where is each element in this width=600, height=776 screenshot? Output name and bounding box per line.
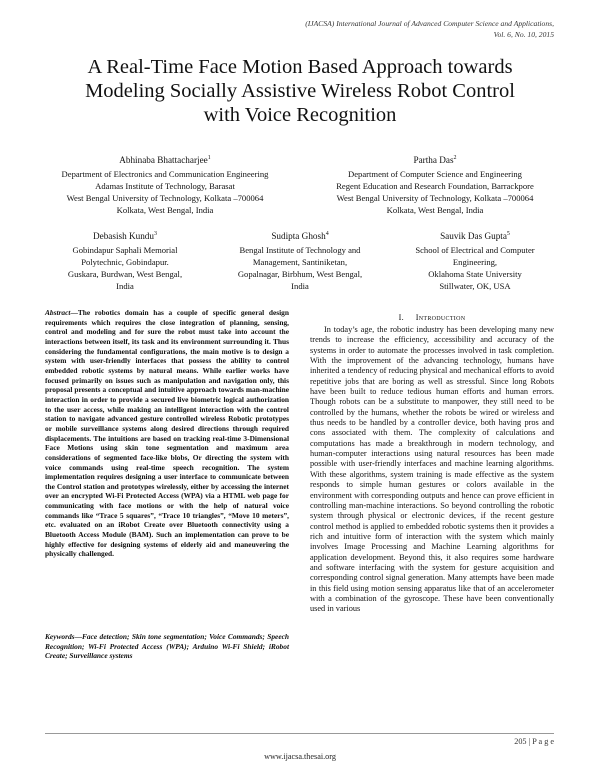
author-block-5	[395, 228, 555, 292]
footer-divider	[45, 733, 554, 734]
affiliation-line: West Bengal University of Technology, Kolkata –700064	[336, 193, 534, 204]
author-sup: 3	[154, 231, 157, 237]
journal-header	[305, 18, 554, 40]
author-sup: 1	[207, 155, 211, 161]
abstract-label: Abstract	[45, 308, 71, 317]
author-sup: 4	[325, 231, 329, 237]
affiliation-line: Adamas Institute of Technology, Barasat	[95, 181, 235, 192]
affiliation-line: Kolkata, West Bengal, India	[116, 205, 214, 216]
paper-title	[40, 55, 560, 127]
author-name: Debasish Kundu	[93, 231, 154, 242]
author-block-1	[40, 152, 290, 216]
section-number: I.	[398, 313, 404, 322]
affiliation-line: Bengal Institute of Technology and	[239, 245, 361, 256]
author-name: Abhinaba Bhattacharjee	[119, 155, 208, 166]
affiliation-line: Guskara, Burdwan, West Bengal,	[67, 269, 183, 280]
keywords-label: Keywords	[45, 632, 75, 641]
affiliation-line: Oklahoma State University	[428, 269, 522, 280]
affiliation-line: Gopalnagar, Birbhum, West Bengal,	[237, 269, 363, 280]
journal-website: www.ijacsa.thesai.org	[264, 752, 336, 761]
title-line-3: with Voice Recognition	[203, 104, 397, 126]
affiliation-line: Department of Computer Science and Engineering	[348, 169, 522, 180]
affiliation-line: Engineering,	[452, 257, 498, 268]
page-number: 205 | P a g e	[514, 737, 554, 746]
author-name: Sudipta Ghosh	[271, 231, 326, 242]
abstract-text: —The robotics domain has a couple of specific general design requirements which requires the close integration of planning, sensing, control and modeling and for sure the robot must take into account the interactions between itself, its task and its environment surrounding it. Thus considering the fundamental configurations, the main motive is to design a system with user-friendly interfaces that possess the ability to control embedded robotic systems by natural means. While earlier works have focused primarily on issues such as manipulation and navigation only, this proposal presents a conceptual and intuitive approach towards man-machine interaction in order to provide a secured live biometric logical authorization to the user access, while making an intelligent interaction with the control station to navigate advanced gesture controlled wireless Robotic prototypes or mobile surveillance systems along desired directions through required displacements. The intuitions are based on tracking real-time 3-Dimensional Face Motions using skin tone segmentation and maximum area considerations of segmented face-like blobs, Or directing the system with voice commands using real-time speech recognition. The system implementation requires designing a user interface to communicate between the Control station and prototypes wirelessly, either by accessing the internet over an encrypted Wi-Fi Protected Access (WPA) via a HTML web page for communicating with face motions or with the help of natural voice commands like “Trace 5 squares”, “Trace 10 triangles”, “Move 10 meters”, etc. evaluated on an iRobot Create over Bluetooth connectivity using a Bluetooth Access Module (BAM). Such an implementation can prove to be highly effective for designing systems of elderly aid and maneuvering the physically challenged.	[45, 308, 289, 559]
abstract	[45, 308, 289, 559]
title-line-1: A Real-Time Face Motion Based Approach towards	[87, 56, 513, 78]
affiliation-line: Kolkata, West Bengal, India	[386, 205, 484, 216]
journal-name: (IJACSA) International Journal of Advanced Computer Science and Applications,	[305, 19, 554, 28]
author-block-4	[215, 228, 385, 292]
author-name: Sauvik Das Gupta	[440, 231, 507, 242]
affiliation-line: Stillwater, OK, USA	[439, 281, 511, 292]
affiliation-line: Regent Education and Research Foundation, Barrackpore	[336, 181, 534, 192]
journal-volume: Vol. 6, No. 10, 2015	[493, 30, 554, 39]
author-name: Partha Das	[413, 155, 454, 166]
affiliation-line: Department of Electronics and Communication Engineering	[61, 169, 269, 180]
intro-paragraph: In today’s age, the robotic industry has been developing many new trends to increase the efficiency, accessibility and accuracy of the systems in order to automate the processes involved in task completion. With the improvement of the advancing technology, humans have inherited a tendency of reducing physical and mechanical efforts to avoid repetitive jobs that are boring as well as stressful. Since long Robots have been built to reduce tedious human efforts and human errors. Though robots can be a substitute to manpower, they still need to be controlled by the humans, whether the robots be wired or wireless and thus needs to be handled by a controller device, both having pros and cons associated with them. The complexity of calculations and computations has made a breakthrough in modern technology, and human-computer interactions using natural resources has been made possible with user-friendly interfaces and machine learning algorithms. With these algorithms, system training is made effective as the system responds to simple human gestures or colors available in the environment with corresponding outputs and hence can prove efficient in controlling man-machine interactions. So beyond controlling the robotic system through physical or electronic devices, if the recent gesture control method is applied to embedded robotic systems then it provides a rich and intuitive form of interaction with the system which mainly involves Image Processing and Machine Learning algorithms for application development. Beyond this, it also requires some hardware and software interfacing with the system for gesture acquisition and corresponding control signal generation. Many attempts have been made in this field using motion sensing apparatus like that of an accelerometer with a combination of the gyroscope. These have been conventionally used in various	[310, 325, 554, 614]
affiliation-line: West Bengal University of Technology, Kolkata –700064	[66, 193, 264, 204]
keywords	[45, 632, 289, 661]
affiliation-line: India	[116, 281, 134, 292]
affiliation-line: Management, Santiniketan,	[252, 257, 348, 268]
author-block-3	[45, 228, 205, 292]
affiliation-line: Polytechnic, Gobindapur.	[81, 257, 169, 268]
affiliation-line: Gobindapur Saphali Memorial	[72, 245, 178, 256]
author-sup: 5	[506, 231, 510, 237]
section-heading	[310, 313, 554, 322]
keywords-text: —Face detection; Skin tone segmentation; Voice Commands; Speech Recognition; Wi-Fi Protected Access (WPA); Arduino Wi-Fi Shield; iRobot Create; Surveillance systems	[45, 632, 289, 661]
section-title: Introduction	[415, 313, 466, 322]
affiliation-line: India	[291, 281, 309, 292]
affiliation-line: School of Electrical and Computer	[415, 245, 535, 256]
title-line-2: Modeling Socially Assistive Wireless Robot Control	[85, 80, 515, 102]
author-block-2	[305, 152, 565, 216]
author-sup: 2	[453, 155, 457, 161]
